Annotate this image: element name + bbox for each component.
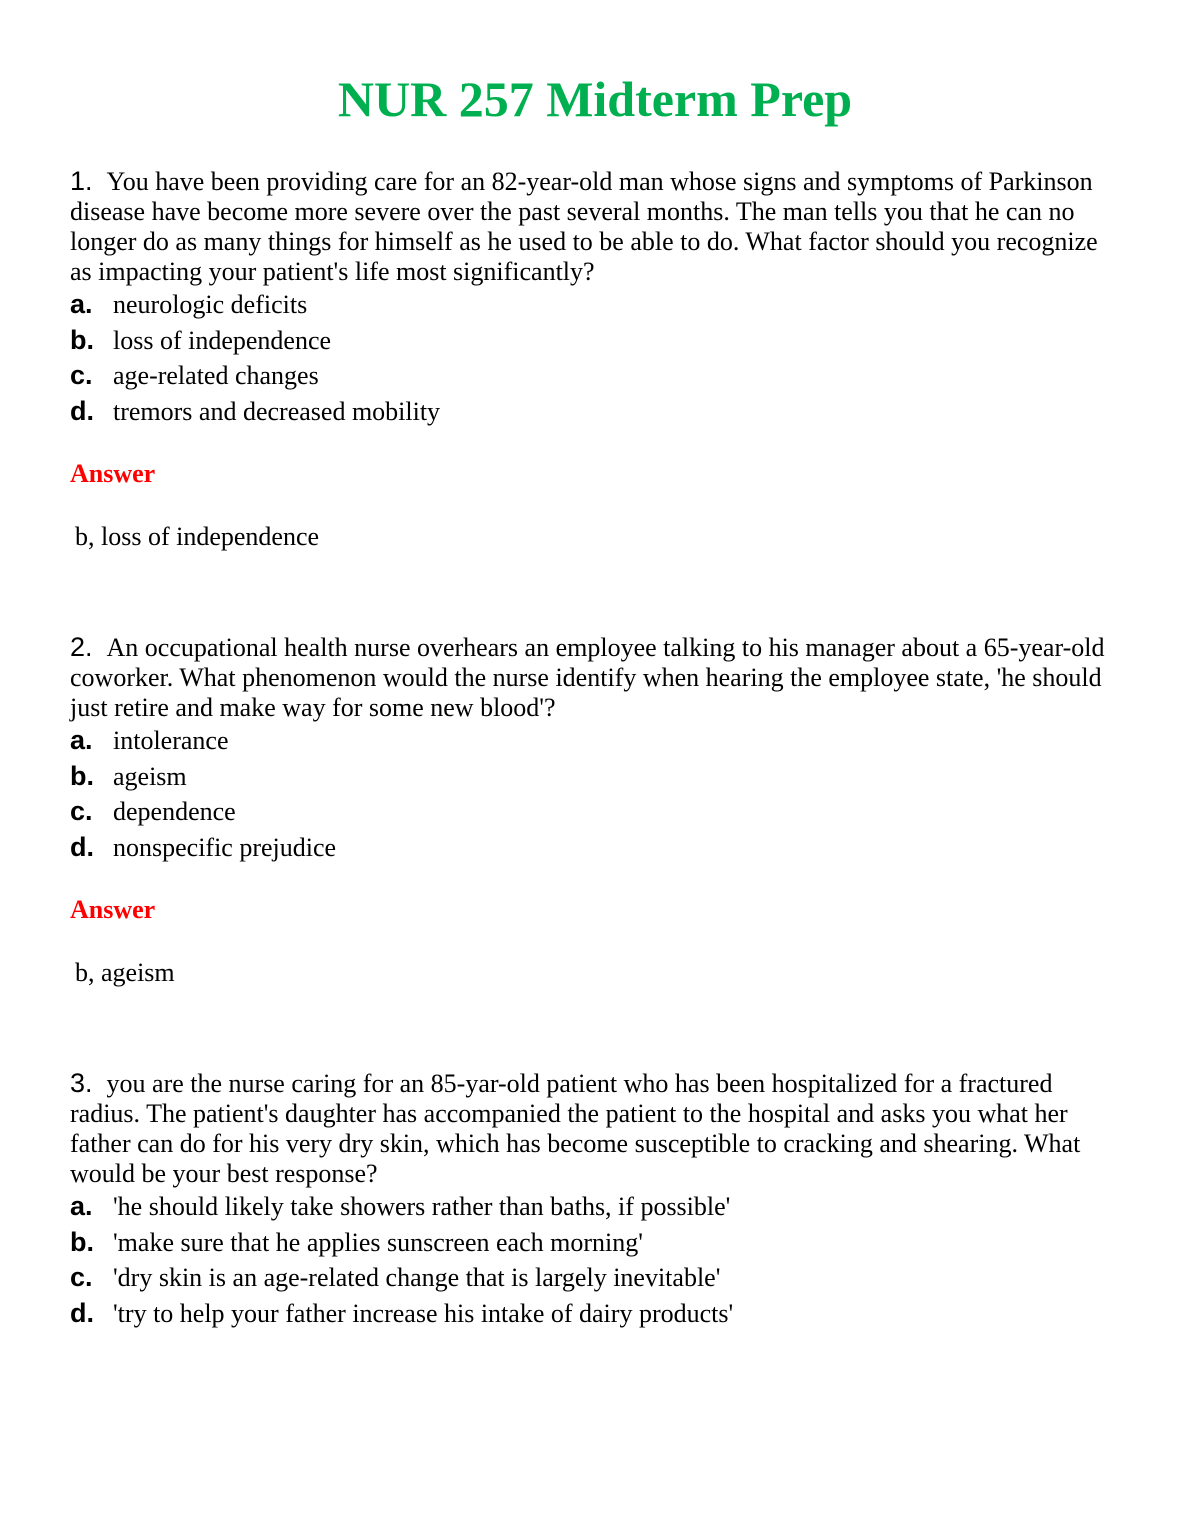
option-text: dependence bbox=[113, 797, 236, 826]
option-text: neurologic deficits bbox=[113, 290, 308, 319]
option-text: loss of independence bbox=[113, 325, 332, 355]
option-text: age-related changes bbox=[113, 361, 319, 390]
option-a bbox=[70, 1189, 1120, 1225]
question-stem bbox=[70, 1068, 1120, 1189]
answer-label: Answer bbox=[70, 895, 156, 924]
option-text: 'make sure that he applies sunscreen each morning' bbox=[113, 1227, 643, 1257]
question-text: you are the nurse caring for an 85-yar-old patient who has been hospitalized for a fractured radius. The patient's daughter has accompanied the patient to the hospital and asks you what her father can do for his very dry skin, which has become susceptible to cracking and shearing. What would be your best response? bbox=[70, 1069, 1081, 1188]
option-text: 'he should likely take showers rather than baths, if possible' bbox=[113, 1192, 731, 1221]
question-3 bbox=[70, 1068, 1120, 1331]
option-b bbox=[70, 1225, 1120, 1261]
option-b bbox=[70, 759, 1120, 795]
question-number: 1. bbox=[70, 166, 93, 196]
question-number: 2. bbox=[70, 632, 93, 662]
option-letter: c. bbox=[70, 1262, 93, 1292]
question-stem bbox=[70, 166, 1120, 287]
option-text: tremors and decreased mobility bbox=[113, 396, 441, 426]
option-letter: b. bbox=[70, 324, 94, 355]
option-c bbox=[70, 794, 1120, 830]
answer-text: b, loss of independence bbox=[75, 522, 320, 551]
option-letter: c. bbox=[70, 360, 93, 390]
question-text: An occupational health nurse overhears an employee talking to his manager about a 65-year-old coworker. What phenomenon would the nurse identify when hearing the employee state, 'he should just retire and make way for some new blood'? bbox=[70, 633, 1105, 722]
option-letter: b. bbox=[70, 760, 94, 791]
option-text: 'dry skin is an age-related change that is largely inevitable' bbox=[113, 1263, 721, 1292]
option-text: intolerance bbox=[113, 726, 229, 755]
option-text: 'try to help your father increase his intake of dairy products' bbox=[113, 1298, 734, 1328]
page-title: NUR 257 Midterm Prep bbox=[337, 71, 853, 127]
option-letter: d. bbox=[70, 1297, 94, 1328]
option-d bbox=[70, 1296, 1120, 1332]
option-c bbox=[70, 1260, 1120, 1296]
option-a bbox=[70, 723, 1120, 759]
question-number: 3. bbox=[70, 1068, 93, 1098]
option-text: ageism bbox=[113, 761, 187, 791]
option-a bbox=[70, 287, 1120, 323]
option-d bbox=[70, 830, 1120, 866]
option-letter: d. bbox=[70, 395, 94, 426]
option-letter: a. bbox=[70, 725, 93, 755]
question-1 bbox=[70, 166, 1120, 552]
option-letter: a. bbox=[70, 289, 93, 319]
answer-label: Answer bbox=[70, 459, 156, 488]
option-letter: a. bbox=[70, 1191, 93, 1221]
question-2 bbox=[70, 632, 1120, 988]
answer-text: b, ageism bbox=[75, 958, 175, 987]
option-letter: b. bbox=[70, 1226, 94, 1257]
question-stem bbox=[70, 632, 1120, 723]
option-text: nonspecific prejudice bbox=[113, 832, 337, 862]
option-c bbox=[70, 358, 1120, 394]
question-text: You have been providing care for an 82-year-old man whose signs and symptoms of Parkinson disease have become more severe over the past several months. The man tells you that he can no longer do as many things for himself as he used to be able to do. What factor should you recognize as impacting your patient's life most significantly? bbox=[70, 167, 1098, 286]
option-b bbox=[70, 323, 1120, 359]
option-d bbox=[70, 394, 1120, 430]
option-letter: d. bbox=[70, 831, 94, 862]
option-letter: c. bbox=[70, 796, 93, 826]
